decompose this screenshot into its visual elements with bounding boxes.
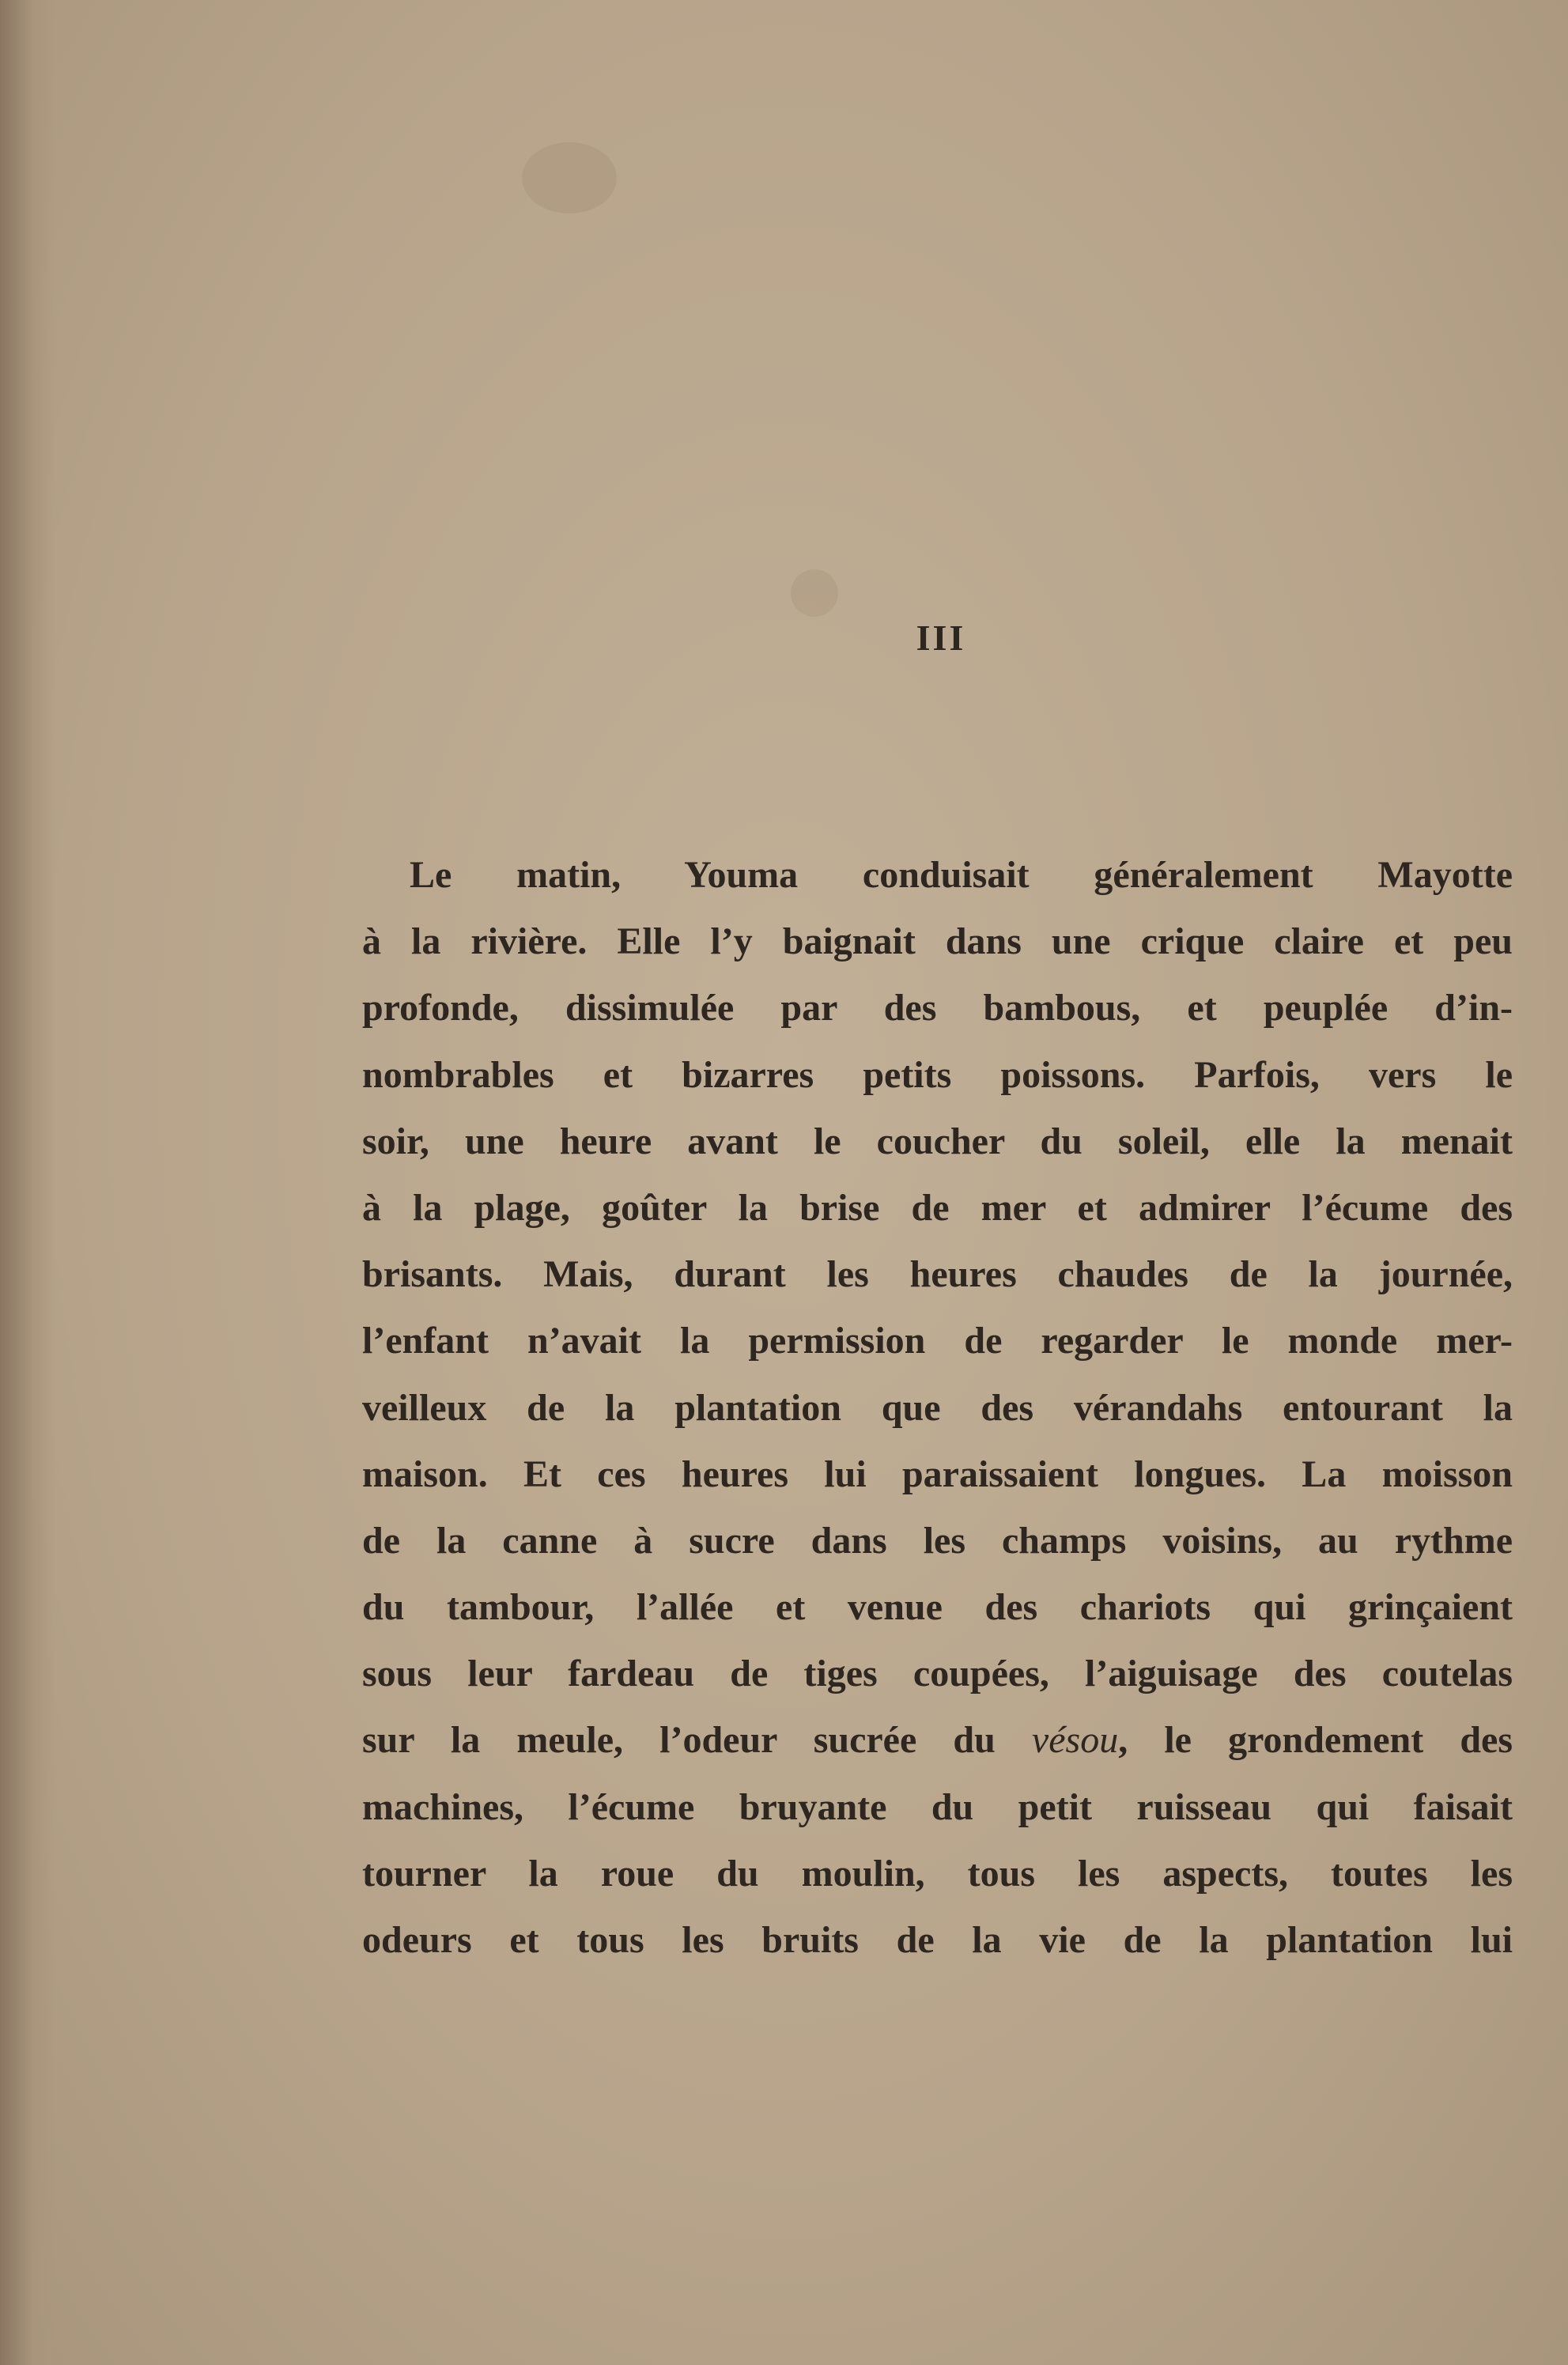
text-line: veilleux de la plantation que des vérandahs entourant la (362, 1386, 1513, 1429)
text-line: sous leur fardeau de tiges coupées, l’aiguisage des coutelas (362, 1653, 1513, 1695)
text-segment: sur la meule, l’odeur sucrée du (362, 1719, 1032, 1762)
text-line: tourner la roue du moulin, tous les aspects, toutes les (362, 1852, 1513, 1895)
text-line: soir, une heure avant le coucher du soleil, elle la menait (362, 1120, 1513, 1162)
paper-stain (791, 569, 838, 617)
text-line: du tambour, l’allée et venue des chariots qui grinçaient (362, 1586, 1513, 1629)
chapter-heading: III (916, 618, 966, 658)
paper-stain (522, 142, 617, 213)
text-segment: , le grondement des (1118, 1719, 1513, 1762)
page-left-edge (0, 0, 55, 2365)
text-line: odeurs et tous les bruits de la vie de la plantation lui (362, 1919, 1513, 1961)
text-line: brisants. Mais, durant les heures chaudes de la journée, (362, 1253, 1513, 1296)
text-line: l’enfant n’avait la permission de regarder le monde mer- (362, 1320, 1513, 1362)
text-line: à la rivière. Elle l’y baignait dans une crique claire et peu (362, 920, 1513, 963)
text-line-with-italic (362, 1707, 1513, 1774)
text-line: à la plage, goûter la brise de mer et admirer l’écume des (362, 1186, 1513, 1229)
text-line: Le matin, Youma conduisait généralement Mayotte (410, 854, 1513, 896)
body-paragraph (362, 842, 1513, 1974)
text-line: machines, l’écume bruyante du petit ruisseau qui faisait (362, 1785, 1513, 1828)
text-line: maison. Et ces heures lui paraissaient longues. La moisson (362, 1453, 1513, 1495)
text-line: nombrables et bizarres petits poissons. Parfois, vers le (362, 1053, 1513, 1096)
italic-term: vésou (1031, 1719, 1119, 1762)
text-line: de la canne à sucre dans les champs voisins, au rythme (362, 1519, 1513, 1562)
text-line: profonde, dissimulée par des bambous, et peuplée d’in- (362, 987, 1513, 1029)
